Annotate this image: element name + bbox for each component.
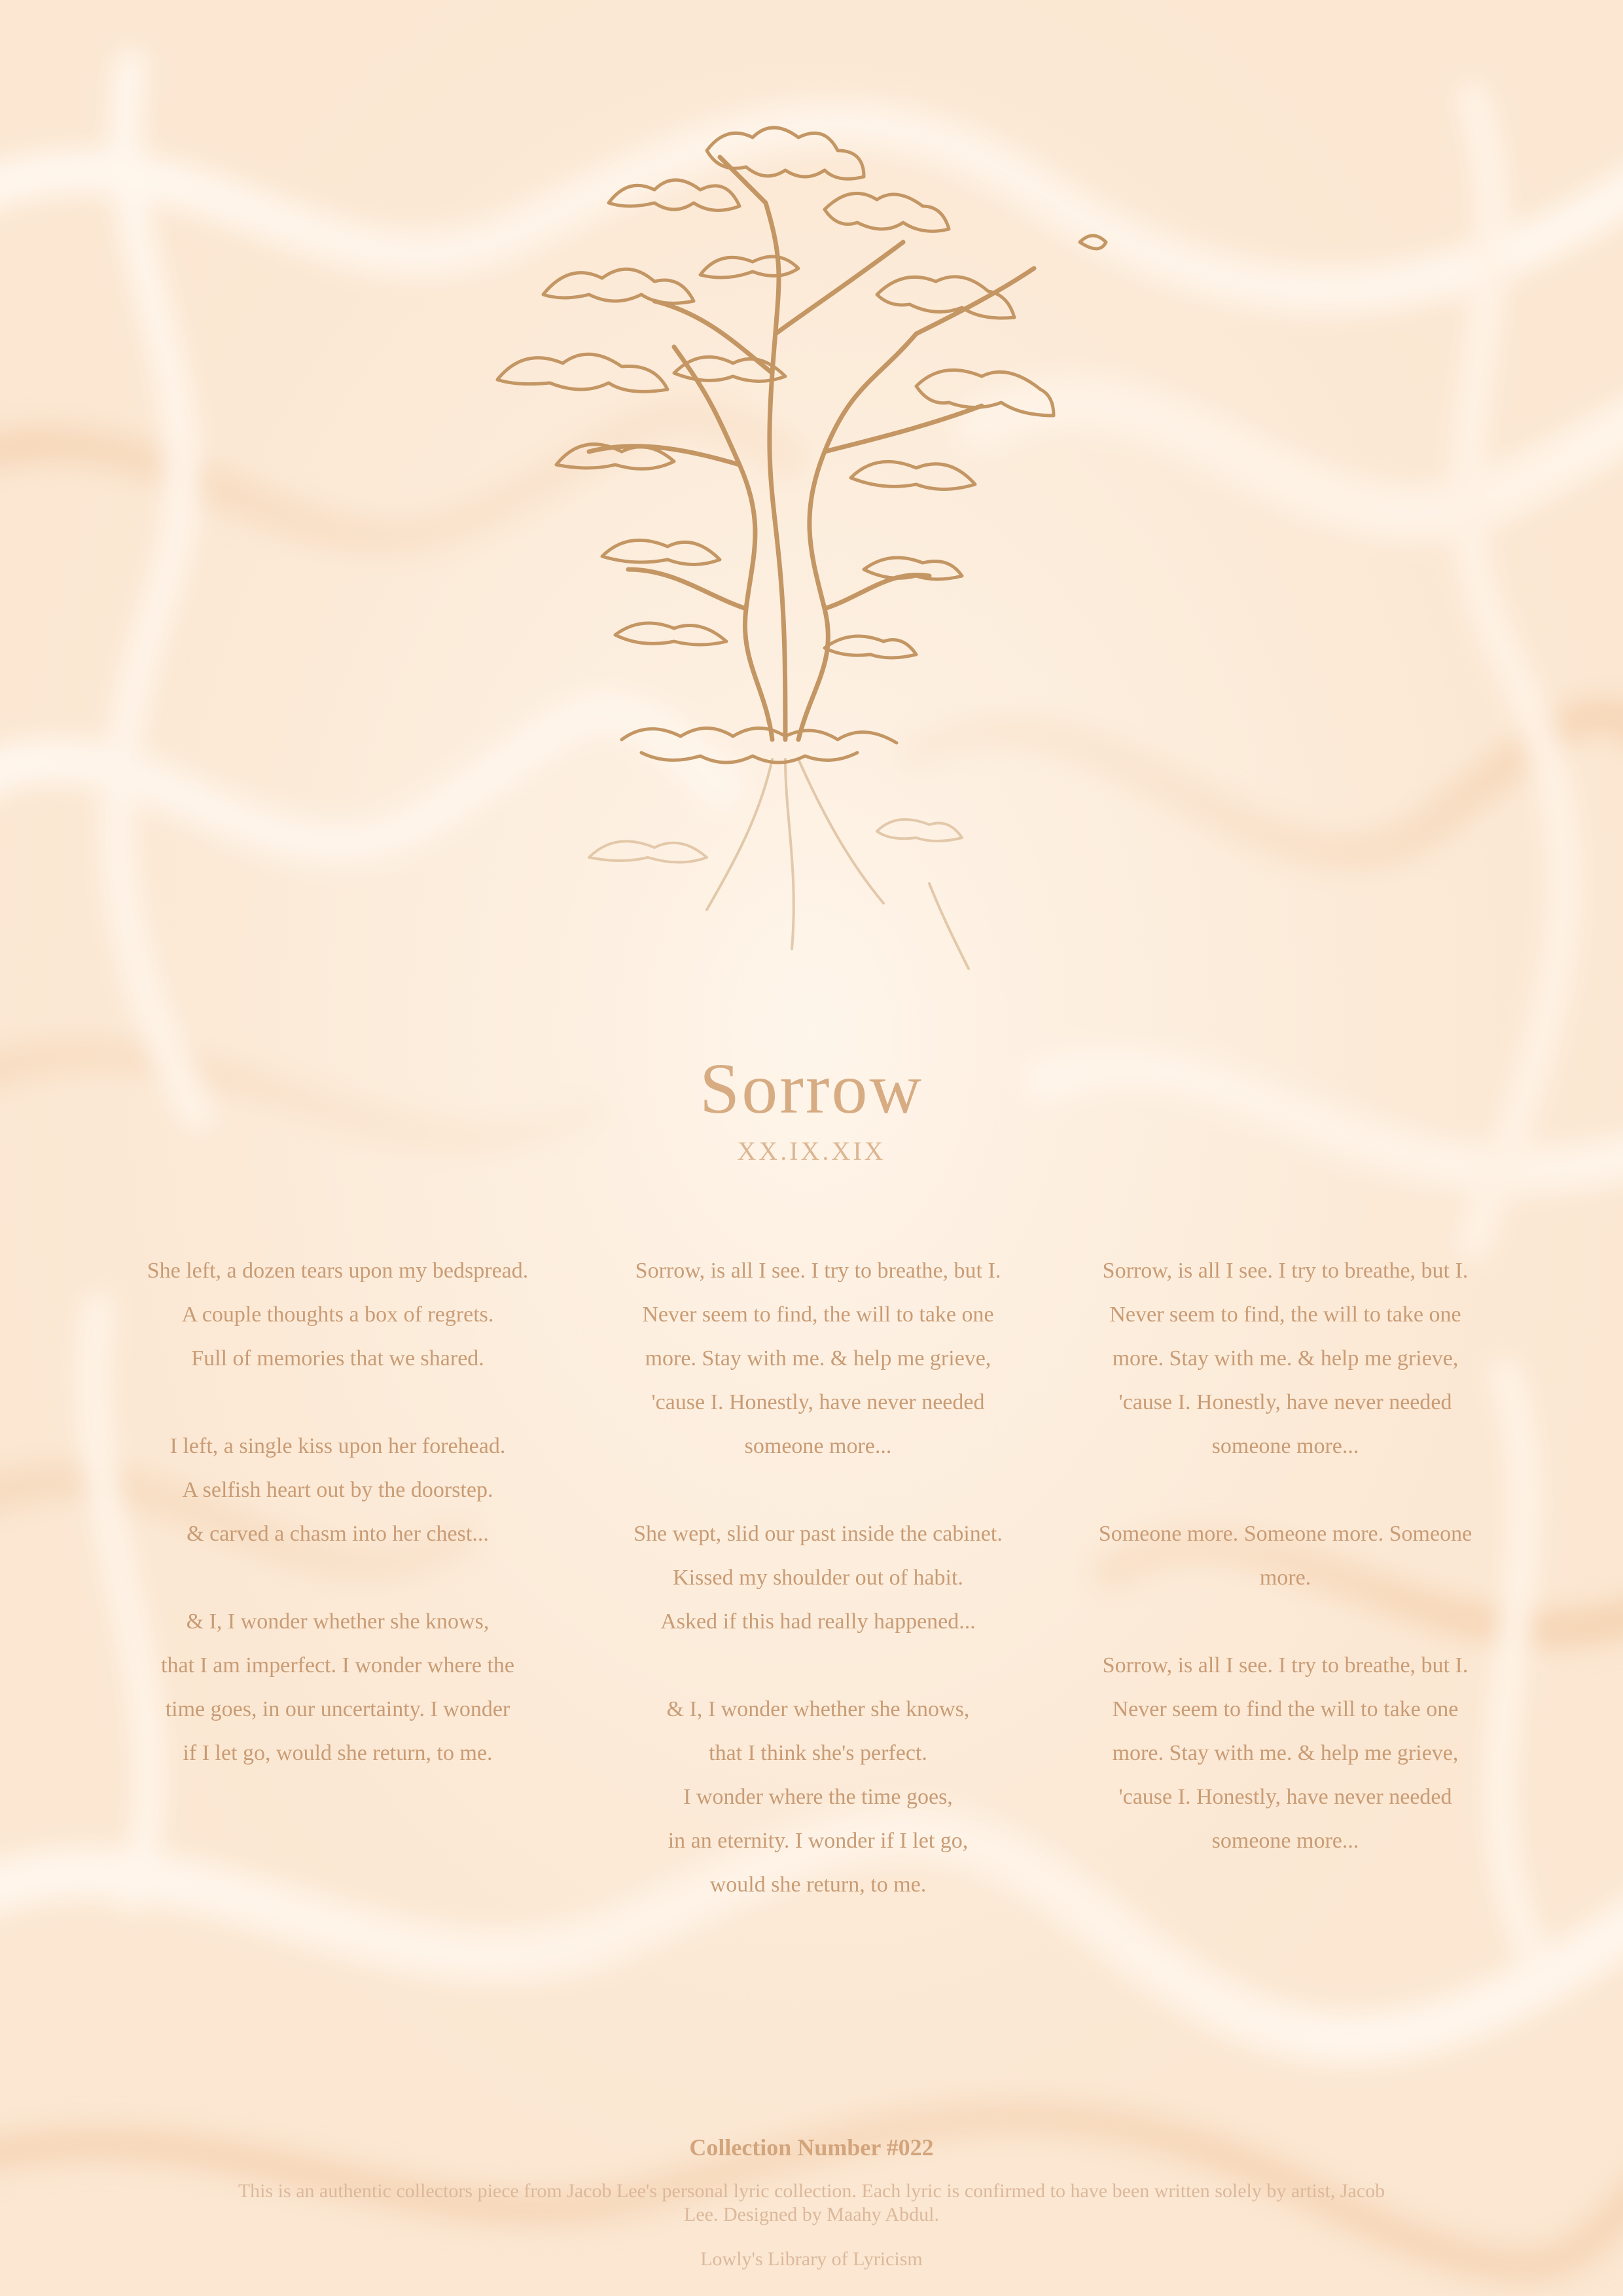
lyric-line: Sorrow, is all I see. I try to breathe, but I. — [1102, 1259, 1469, 1283]
lyric-line: 'cause I. Honestly, have never needed — [1118, 1390, 1452, 1414]
lyric-line: more. — [1259, 1566, 1311, 1590]
lyric-line: more. Stay with me. & help me grieve, — [645, 1346, 991, 1371]
poster-title: Sorrow — [700, 1049, 923, 1128]
collection-number: Collection Number #022 — [689, 2134, 934, 2161]
lyric-line: & carved a chasm into her chest... — [187, 1522, 489, 1546]
lyric-line: would she return, to me. — [709, 1873, 927, 1897]
lyric-line: Never seem to find the will to take one — [1112, 1697, 1459, 1721]
library-name: Lowly's Library of Lyricism — [700, 2248, 923, 2270]
lyric-line: A couple thoughts a box of regrets. — [181, 1302, 494, 1327]
lyric-line: 'cause I. Honestly, have never needed — [1118, 1785, 1452, 1809]
lyric-line: Asked if this had really happened... — [660, 1609, 976, 1634]
lyric-line: She wept, slid our past inside the cabinet. — [633, 1522, 1003, 1546]
lyric-line: more. Stay with me. & help me grieve, — [1112, 1346, 1459, 1371]
stanza — [602, 1249, 1034, 1468]
lyric-line: & I, I wonder whether she knows, — [666, 1697, 970, 1721]
lyric-line: Someone more. Someone more. Someone — [1098, 1522, 1472, 1546]
stanza — [122, 1249, 554, 1380]
lyric-line: & I, I wonder whether she knows, — [186, 1609, 490, 1634]
authenticity-note: This is an authentic collectors piece from Jacob Lee's personal lyric collection. Each lyric is confirmed to have been written solely by artist, Jacob Lee. Designed by Maahy Abdul. — [238, 2180, 1385, 2225]
lyric-line: someone more... — [1211, 1829, 1359, 1853]
lyric-line: in an eternity. I wonder if I let go, — [668, 1829, 969, 1853]
lyric-line: Never seem to find, the will to take one — [1109, 1302, 1461, 1327]
lyrics-column-1 — [122, 1249, 554, 1775]
lyric-line: She left, a dozen tears upon my bedspread. — [147, 1259, 529, 1283]
lyrics-column-2 — [602, 1249, 1034, 1907]
lyric-line: Sorrow, is all I see. I try to breathe, but I. — [635, 1259, 1001, 1283]
lyric-line: Kissed my shoulder out of habit. — [673, 1566, 963, 1590]
lyric-line: someone more... — [744, 1434, 892, 1458]
lyric-line: that I am imperfect. I wonder where the — [161, 1653, 514, 1677]
stanza — [602, 1687, 1034, 1907]
poster-date: XX.IX.XIX — [737, 1136, 886, 1166]
lyric-line: if I let go, would she return, to me. — [183, 1741, 493, 1765]
stanza — [1069, 1249, 1501, 1468]
lyric-line: that I think she's perfect. — [709, 1741, 927, 1765]
tree-illustration — [458, 98, 1152, 1001]
lyric-line: Sorrow, is all I see. I try to breathe, but I. — [1102, 1653, 1469, 1677]
lyric-line: more. Stay with me. & help me grieve, — [1112, 1741, 1459, 1765]
lyric-line: 'cause I. Honestly, have never needed — [651, 1390, 985, 1414]
stanza — [1069, 1512, 1501, 1600]
lyric-line: I left, a single kiss upon her forehead. — [169, 1434, 506, 1458]
lyric-line: Full of memories that we shared. — [191, 1346, 484, 1371]
stanza — [602, 1512, 1034, 1643]
lyric-line: time goes, in our uncertainty. I wonder — [165, 1697, 510, 1721]
lyric-line: A selfish heart out by the doorstep. — [182, 1478, 493, 1502]
lyrics-column-3 — [1069, 1249, 1501, 1863]
lyric-line: Never seem to find, the will to take one — [642, 1302, 994, 1327]
lyric-line: I wonder where the time goes, — [683, 1785, 953, 1809]
stanza — [122, 1424, 554, 1556]
stanza — [122, 1600, 554, 1775]
stanza — [1069, 1643, 1501, 1863]
lyric-line: someone more... — [1211, 1434, 1359, 1458]
